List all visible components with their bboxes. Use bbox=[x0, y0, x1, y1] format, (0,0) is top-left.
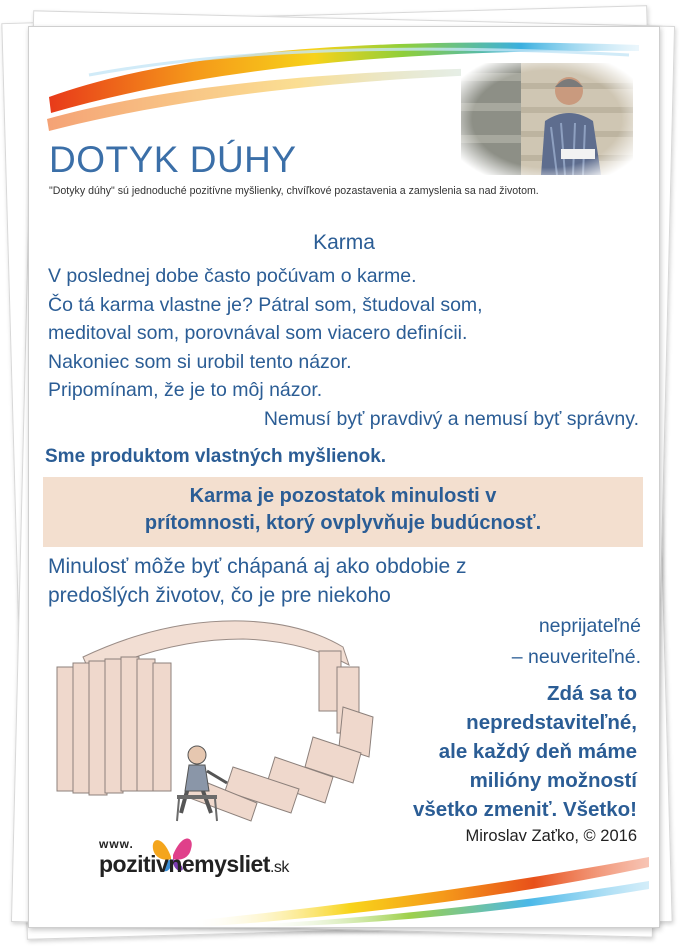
author-credit: Miroslav Zaťko, © 2016 bbox=[465, 827, 637, 845]
tagline: "Dotyky dúhy" sú jednoduché pozitívne myšlienky, chvíľkové pozastavenia a zamyslenia sa nad životom. bbox=[49, 185, 539, 197]
author-photo bbox=[461, 63, 633, 175]
poster-page bbox=[28, 26, 660, 928]
article-heading: Karma bbox=[313, 231, 375, 254]
second-paragraph bbox=[48, 552, 467, 610]
closing-quote bbox=[413, 679, 637, 824]
logo-www: www. bbox=[99, 837, 134, 851]
para2-line-right: – neuveriteľné. bbox=[511, 646, 641, 668]
quote-line: nepredstaviteľné, bbox=[466, 711, 637, 734]
page-title: DOTYK DÚHY bbox=[49, 139, 297, 180]
quote-line: všetko zmeniť. Všetko! bbox=[412, 798, 637, 821]
quote-line: milióny možností bbox=[469, 769, 637, 792]
highlight-line: prítomnosti, ktorý ovplyvňuje budúcnosť. bbox=[144, 512, 542, 534]
para2-line: Minulosť môže byť chápaná aj ako obdobie z bbox=[48, 555, 467, 578]
intro-line: Nakoniec som si urobil tento názor. bbox=[48, 350, 352, 373]
intro-line: Čo tá karma vlastne je? Pátral som, študoval som, bbox=[48, 293, 483, 316]
highlight-line: Karma je pozostatok minulosti v bbox=[189, 485, 497, 507]
key-statement: Sme produktom vlastných myšlienok. bbox=[45, 446, 387, 467]
para2-line: predošlých životov, čo je pre niekoho bbox=[48, 584, 391, 607]
rainbow-swoosh-bottom bbox=[29, 837, 659, 927]
highlight-band bbox=[43, 477, 643, 547]
intro-line: meditoval som, porovnával som viacero definícii. bbox=[48, 322, 468, 344]
domino-illustration bbox=[43, 607, 383, 829]
quote-line: Zdá sa to bbox=[547, 682, 637, 705]
logo-tld: .sk bbox=[269, 859, 289, 876]
logo-name: pozitivnemysliet bbox=[99, 851, 270, 877]
intro-line: V poslednej dobe často počúvam o karme. bbox=[48, 265, 417, 287]
quote-line: ale každý deň máme bbox=[438, 740, 637, 763]
para2-line-right: neprijateľné bbox=[538, 615, 641, 637]
intro-line-right: Nemusí byť pravdivý a nemusí byť správny. bbox=[263, 407, 639, 430]
intro-line: Pripomínam, že je to môj názor. bbox=[48, 379, 323, 401]
intro-paragraph bbox=[48, 262, 639, 433]
